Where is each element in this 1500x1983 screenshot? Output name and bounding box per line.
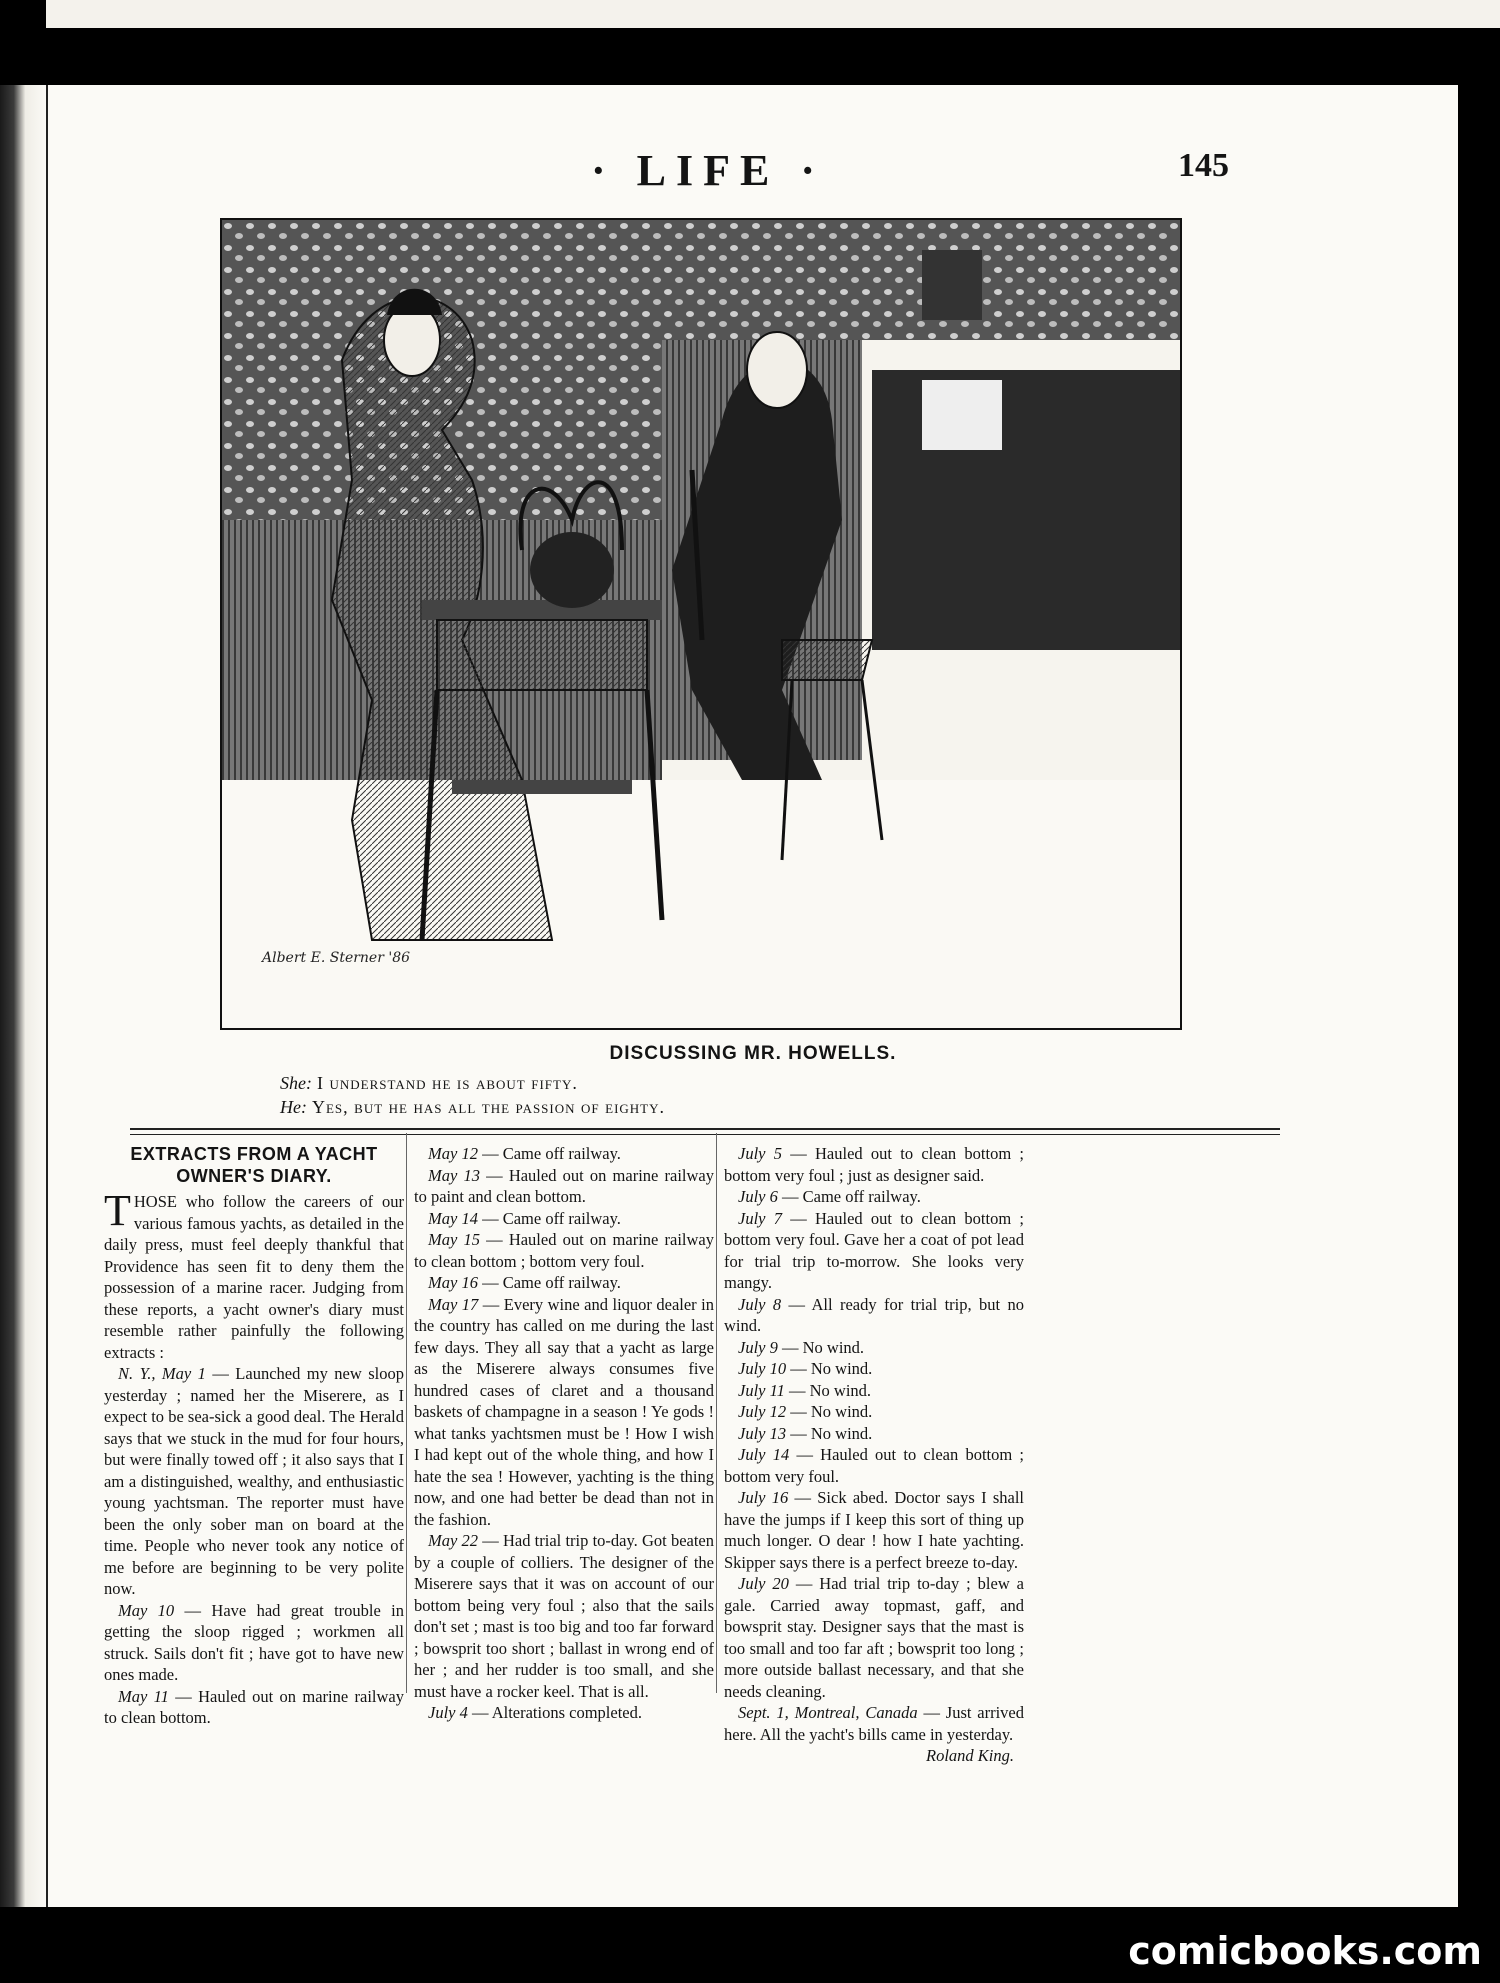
diary-entry-date: May 14 — [428, 1208, 478, 1228]
article-title-line: EXTRACTS FROM A YACHT — [130, 1144, 378, 1164]
diary-entry-text: — Just arrived here. All the yacht's bills came in yesterday. — [724, 1703, 1025, 1744]
diary-entry — [724, 1401, 1024, 1423]
facing-page-edge — [0, 85, 46, 1907]
diary-entry-text: — Came off railway. — [482, 1144, 621, 1163]
diary-entry — [414, 1702, 714, 1724]
diary-entry — [724, 1444, 1024, 1487]
column-rule — [406, 1133, 407, 1693]
diary-entry-text: — No wind. — [790, 1402, 873, 1421]
diary-entry-text: — No wind. — [790, 1423, 873, 1443]
flower-vase — [530, 532, 614, 608]
diary-entry-text: — Came off railway. — [482, 1273, 621, 1292]
illustration-drawing — [222, 220, 1180, 1028]
watermark: comicbooks.com — [1128, 1929, 1482, 1973]
diary-entries-col2 — [414, 1143, 714, 1724]
table-top — [422, 600, 662, 620]
diary-entry — [414, 1294, 714, 1531]
diary-entry — [414, 1208, 714, 1230]
diary-entry-date: July 10 — [738, 1359, 787, 1378]
diary-entry-text: — No wind. — [790, 1359, 873, 1378]
diary-entry — [724, 1143, 1024, 1186]
diary-entry-date: May 17 — [428, 1294, 479, 1314]
picture-frame — [922, 250, 982, 320]
article-column-2 — [414, 1143, 714, 1724]
drop-cap: T — [104, 1186, 131, 1235]
diary-entry — [724, 1423, 1024, 1445]
wallpaper-right — [662, 220, 1180, 340]
diary-entry-text: — Hauled out on marine railway to clean bottom ; bottom very foul. — [414, 1230, 714, 1271]
diary-entry-date: N. Y., May 1 — [118, 1364, 206, 1383]
diary-entry — [414, 1165, 714, 1208]
magazine-title: · LIFE · — [590, 146, 826, 195]
diary-entry — [414, 1143, 714, 1165]
diary-entry-text: — Hauled out on marine railway to paint and clean bottom. — [414, 1165, 714, 1206]
diary-entry-date: May 22 — [428, 1531, 479, 1550]
diary-entry-text: — Came off railway. — [781, 1187, 921, 1206]
diary-entry-text: — Every wine and liquor dealer in the country has called on me during the last few days. They all say that a yacht as large as the Miserere always consumes five hundred cases of claret and a thousand baskets of champagne in a season ! Ye gods ! what tanks yachtsmen must be ! How I wish I had kept out of the whole thing, and how I hate the sea ! However, yachting is the thing now, and one had better be dead than not in the fashion. — [414, 1294, 714, 1529]
diary-entry — [104, 1686, 404, 1729]
diary-entry — [724, 1337, 1024, 1359]
divider-rule — [130, 1134, 1280, 1135]
caption-title: DISCUSSING MR. HOWELLS. — [609, 1043, 897, 1064]
diary-entry-text: — Hauled out to clean bottom ; bottom very foul. Gave her a coat of pot lead for trial trip to-morrow. She looks very mangy. — [724, 1208, 1025, 1292]
diary-entry-date: July 5 — [738, 1144, 782, 1163]
diary-entries-col1 — [104, 1363, 404, 1729]
diary-entry-text: — No wind. — [781, 1337, 865, 1357]
diary-entry — [724, 1186, 1024, 1208]
page-header — [48, 145, 1458, 205]
artist-signature: Albert E. Sterner '86 — [262, 950, 411, 966]
diary-entry-text: — Alterations completed. — [471, 1703, 642, 1722]
article-column-3 — [724, 1143, 1024, 1767]
chair-seat — [782, 640, 872, 680]
diary-entry — [724, 1702, 1024, 1745]
diary-entry — [414, 1530, 714, 1702]
diary-entry — [414, 1272, 714, 1294]
diary-entry-date: July 12 — [738, 1402, 787, 1421]
diary-entry-date: July 4 — [428, 1703, 468, 1722]
diary-entry-date: May 13 — [428, 1165, 480, 1185]
diary-entry-date: May 16 — [428, 1273, 478, 1292]
page-top-strip — [46, 0, 1500, 28]
diary-entry-date: Sept. 1, Montreal, Canada — [738, 1703, 918, 1722]
caption-speaker: She: — [280, 1073, 312, 1093]
diary-entry — [724, 1294, 1024, 1337]
article-intro: THOSE who follow the careers of our various famous yachts, as detailed in the daily press, must feel deeply thankful that Providence has seen fit to deny them the possession of a marine racer. Judging from these reports, a yacht owner's diary must resemble rather painfully the following extracts : — [104, 1186, 404, 1362]
caption-speaker: He: — [280, 1097, 307, 1117]
diary-entry-date: July 16 — [738, 1488, 789, 1507]
caption-text: I understand he is about fifty. — [316, 1073, 578, 1093]
diary-entries-col3 — [724, 1143, 1024, 1745]
diary-entry — [724, 1487, 1024, 1573]
piano — [872, 370, 1180, 650]
article-title-line: OWNER'S DIARY. — [176, 1166, 332, 1186]
diary-entry-text: — Sick abed. Doctor says I shall have the jumps if I keep this sort of thing up much longer. O dear ! how I hate yachting. Skipper says there is a perfect breeze to-day. — [724, 1488, 1025, 1572]
table-shelf — [452, 780, 632, 794]
article-author: Roland King. — [925, 1746, 1014, 1765]
caption-text: Yes, but he has all the passion of eighty. — [311, 1097, 666, 1117]
page-number: 145 — [1178, 147, 1229, 184]
diary-entry-text: — Launched my new sloop yesterday ; named her the Miserere, as I expect to be sea-sick a good deal. The Herald says that we stuck in the mud for four hours, but were finally towed off ; it also says that I am a distinguished, wealthy, and enthusiastic young yachtsman. The reporter must have been the only sober man on board at the time. People who never took any notice of me before are beginning to be very polite now. — [104, 1364, 404, 1598]
diary-entry-date: July 14 — [738, 1445, 790, 1464]
diary-entry — [724, 1358, 1024, 1380]
diary-entry-date: May 10 — [118, 1600, 175, 1620]
diary-entry-date: July 11 — [738, 1380, 785, 1400]
diary-entry-date: May 15 — [428, 1230, 480, 1249]
diary-entry-date: May 12 — [428, 1144, 478, 1163]
column-rule — [716, 1133, 717, 1693]
man-head — [747, 332, 807, 408]
illustration — [220, 218, 1182, 1030]
magazine-page — [46, 85, 1458, 1907]
diary-entry — [724, 1208, 1024, 1294]
caption-line-he — [280, 1097, 665, 1118]
diary-entry-text: — No wind. — [789, 1380, 872, 1400]
diary-entry-text: — Hauled out to clean bottom ; bottom very foul ; just as designer said. — [724, 1144, 1025, 1185]
diary-entry-date: July 7 — [738, 1208, 782, 1228]
diary-entry — [104, 1600, 404, 1686]
diary-entry-date: May 11 — [118, 1686, 169, 1706]
diary-entry-text: — Had trial trip to-day ; blew a gale. Carried away topmast, gaff, and bowsprit stay. Designer says that the mast is too small and too far aft ; bowsprit too long ; more outside ballast necessary, and that she needs cleaning. — [724, 1574, 1025, 1701]
diary-entry — [414, 1229, 714, 1272]
divider-rule — [130, 1128, 1280, 1130]
diary-entry-date: July 13 — [738, 1423, 787, 1443]
diary-entry-text: — All ready for trial trip, but no wind. — [724, 1294, 1024, 1335]
diary-entry-text: — Hauled out to clean bottom ; bottom very foul. — [724, 1445, 1025, 1486]
diary-entry-text: — Came off railway. — [482, 1208, 621, 1228]
article-title — [104, 1143, 404, 1187]
diary-entry-text: — Have had great trouble in getting the sloop rigged ; workmen all struck. Sails don't fit ; have got to have new ones made. — [104, 1600, 405, 1684]
sheet-music — [922, 380, 1002, 450]
diary-entry-date: July 6 — [738, 1187, 778, 1206]
diary-entry — [724, 1380, 1024, 1402]
diary-entry-date: July 20 — [738, 1574, 789, 1593]
diary-entry — [724, 1573, 1024, 1702]
table-drawer — [437, 620, 647, 690]
diary-entry-text: — Had trial trip to-day. Got beaten by a couple of colliers. The designer of the Miserere says that it was on account of our bottom being very foul ; also that the sails don't set ; mast is too big and too far forward ; bowsprit too short ; ballast in wrong end of her ; and her rudder is too small, and she must have a rocker keel. That is all. — [414, 1531, 714, 1701]
article-column-1 — [104, 1143, 404, 1729]
diary-entry-date: July 9 — [738, 1337, 778, 1357]
diary-entry — [104, 1363, 404, 1600]
caption-line-she — [280, 1073, 578, 1094]
diary-entry-text: — Hauled out on marine railway to clean bottom. — [104, 1686, 404, 1727]
diary-entry-date: July 8 — [738, 1294, 782, 1314]
